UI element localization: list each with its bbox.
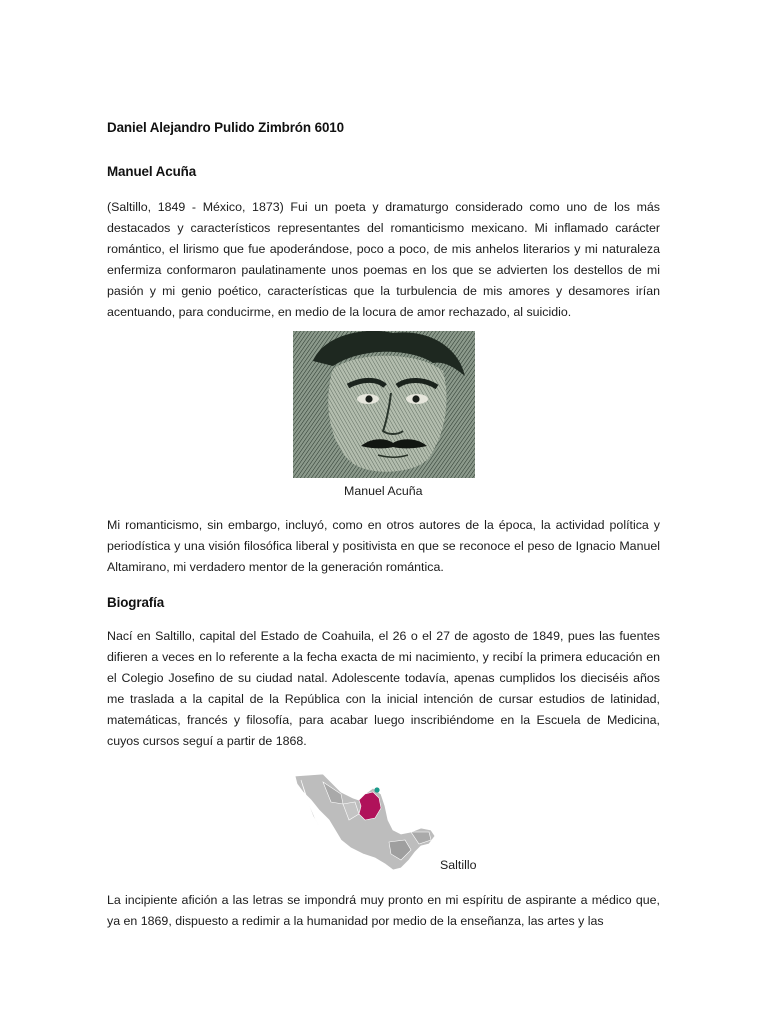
author-line: Daniel Alejandro Pulido Zimbrón 6010 [107, 120, 344, 135]
subject-title: Manuel Acuña [107, 164, 197, 179]
portrait-image [293, 331, 475, 478]
mexico-map-image [293, 770, 443, 872]
closing-paragraph: La incipiente afición a las letras se impondrá muy pronto en mi espíritu de aspirante a médico que, ya en 1869, dispuesto a redimir a la humanidad por medio de la enseñanza, las artes y las [107, 893, 660, 928]
map-caption: Saltillo [440, 858, 477, 872]
portrait-caption: Manuel Acuña [344, 484, 423, 498]
biography-paragraph: Nací en Saltillo, capital del Estado de Coahuila, el 26 o el 27 de agosto de 1849, pues las fuentes difieren a veces en lo referente a la fecha exacta de mi nacimiento, y recibí la primera educación en el Colegio Josefino de su ciudad natal. Adolescente todavía, apenas cumplidos los dieciséis años me traslada a la capital de la República con la inicial intención de cursar estudios de latinidad, matemáticas, francés y filosofía, para acabar luego inscribiéndome en la Escuela de Medicina, cuyos cursos seguí a partir de 1868. [107, 629, 660, 748]
romanticism-paragraph: Mi romanticismo, sin embargo, incluyó, como en otros autores de la época, la actividad política y periodística y una visión filosófica liberal y positivista en que se reconoce el peso de Ignacio Manuel Altamirano, mi verdadero mentor de la generación romántica. [107, 518, 660, 574]
biography-heading: Biografía [107, 595, 165, 610]
intro-paragraph: (Saltillo, 1849 - México, 1873) Fui un poeta y dramaturgo considerado como uno de los más destacados y característicos representantes del romanticismo mexicano. Mi inflamado carácter romántico, el lirismo que fue apoderándose, poco a poco, de mis anhelos literarios y mi naturaleza enfermiza conformaron paulatinamente unos poemas en los que se advierten los destellos de mi pasión y mi genio poético, características que la turbulencia de mis amores y desamores irían acentuando, para conducirme, en medio de la locura de amor rechazado, al suicidio. [107, 200, 660, 319]
